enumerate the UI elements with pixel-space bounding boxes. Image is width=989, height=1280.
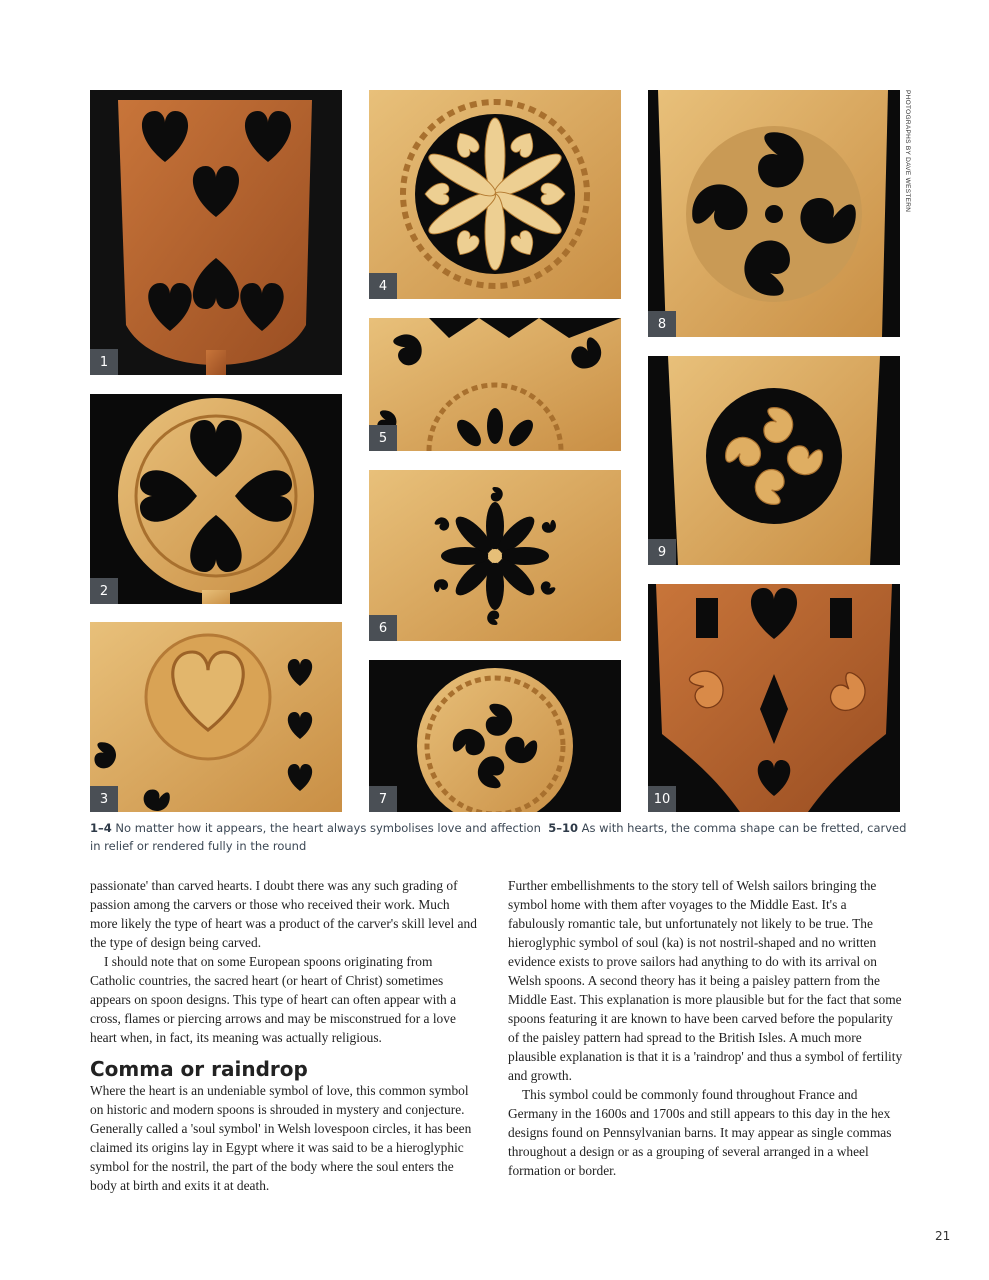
photo-number-badge: 7 [369,786,397,812]
figure-caption [90,819,910,855]
photo-number-badge: 10 [648,786,676,812]
photo-1-hearts-panel [90,90,342,375]
photo-credit: PHOTOGRAPHS BY DAVE WESTERN [904,90,911,213]
photo-2-four-hearts-circle [90,394,342,604]
photo-6-comma-rosette [369,470,621,641]
photo-3-heart-relief [90,622,342,812]
photo-number-badge: 6 [369,615,397,641]
page-number: 21 [935,1229,951,1243]
photo-number-badge: 9 [648,539,676,565]
photo-number-badge: 3 [90,786,118,812]
section-heading: Comma or raindrop [90,1057,308,1081]
photo-10-love-spoon [648,584,900,812]
photo-7-comma-wheel [369,660,621,812]
caption-range-1: 1–4 [90,821,112,835]
caption-text-2: As with hearts, the comma shape can be fretted, carved in relief or rendered fully in the round [90,821,907,853]
body-paragraph: This symbol could be commonly found throughout France and Germany in the 1600s and 1700s and still appears to this day in the hex designs found on Pennsylvanian barns. It may appear as single commas throughout a design or as a grouping of several arranged in a wheel formation or border. [508,1087,892,1178]
photo-9-comma-pinwheel [648,356,900,565]
caption-range-2: 5–10 [548,821,578,835]
photo-number-badge: 5 [369,425,397,451]
photo-number-badge: 8 [648,311,676,337]
body-paragraph: Where the heart is an undeniable symbol of love, this common symbol on historic and modern spoons is shrouded in mystery and conjecture. Generally called a 'soul symbol' in Welsh lovespoon circles, it has been claimed its origins lay in Egypt where it was said to be a hieroglyphic symbol for the nostril, the part of the body where the soul enters the body at birth and exits it at death. [90,1083,472,1193]
photo-number-badge: 1 [90,349,118,375]
right-column [508,876,906,1180]
photo-8-comma-whirl [648,90,900,337]
body-paragraph: I should note that on some European spoons originating from Catholic countries, the sacred heart (or heart of Christ) sometimes appears on spoon designs. This type of heart can often appear with a cross, flames or piercing arrows and may be misconstrued for a love heart when, in fact, its meaning was actually religious. [90,954,457,1045]
photo-number-badge: 2 [90,578,118,604]
body-paragraph: passionate' than carved hearts. I doubt there was any such grading of passion among the carvers or those who received their work. Much more likely the type of heart was a product of the carver's skill level and the type of design being carved. [90,878,477,950]
photo-5-comma-arch [369,318,621,451]
photo-4-flower-rosette [369,90,621,299]
body-paragraph: Further embellishments to the story tell of Welsh sailors bringing the symbol home with them after voyages to the Middle East. It's a fabulously romantic tale, but unfortunately not likely to be true. The hieroglyphic symbol of soul (ka) is not nostril-shaped and no written evidence exists to prove sailors had anything to do with its arrival on Welsh spoons. A second theory has it being a paisley pattern from the Middle East. This explanation is more plausible but for the fact that some spoons featuring it are known to have been carved before the popularity of the paisley pattern had spread to the British Isles. A much more plausible explanation is that it is a 'raindrop' and thus a symbol of fertility and growth. [508,878,903,1083]
photo-number-badge: 4 [369,273,397,299]
left-column [90,876,480,1195]
caption-text-1: No matter how it appears, the heart always symbolises love and affection [115,821,541,835]
